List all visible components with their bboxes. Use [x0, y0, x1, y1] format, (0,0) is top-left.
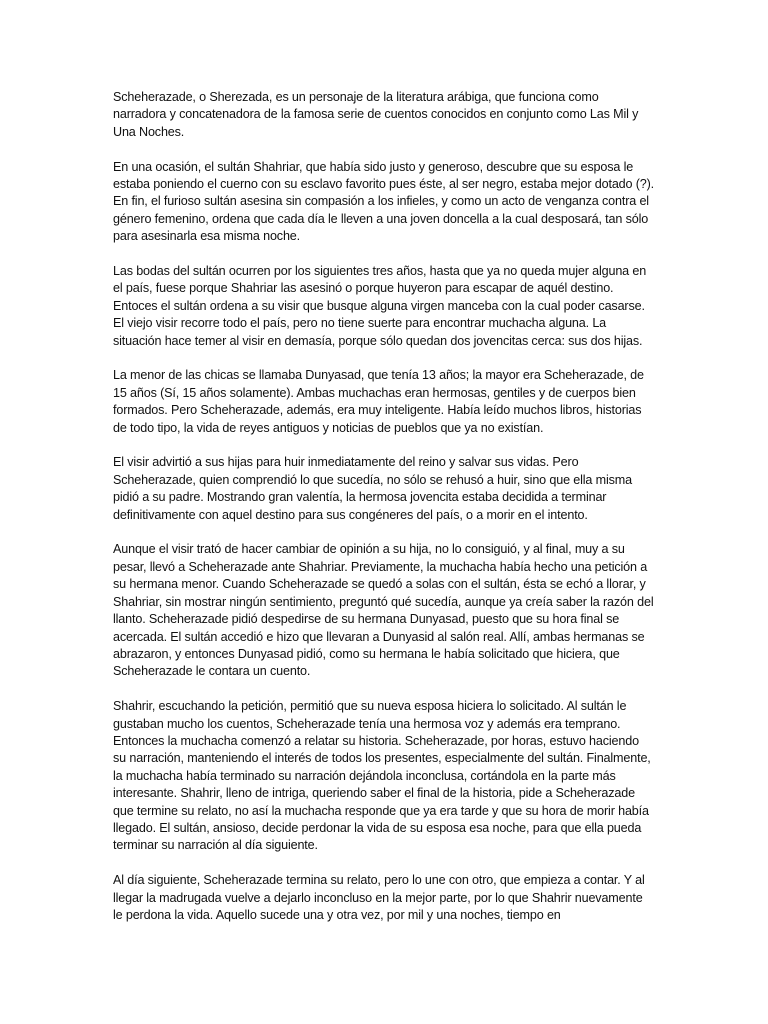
paragraph-4: La menor de las chicas se llamaba Dunyasad, que tenía 13 años; la mayor era Scheherazade, de 15 años (Sí, 15 años solamente). Ambas muchachas eran hermosas, gentiles y de cuerpos bien formados. Pero Scheherazade, además, era muy inteligente. Había leído muchos libros, historias de todo tipo, la vida de reyes antiguos y noticias de pueblos que ya no existían.	[113, 368, 644, 435]
paragraph-7: Shahrir, escuchando la petición, permitió que su nueva esposa hiciera lo solicitado. Al sultán le gustaban mucho los cuentos, Scheherazade tenía una hermosa voz y además era temprano. Entonces la muchacha comenzó a relatar su historia. Scheherazade, por horas, estuvo haciendo su narración, manteniendo el interés de todos los presentes, especialmente del sultán. Finalmente, la muchacha había terminado su narración dejándola inconclusa, cortándola en la parte más interesante. Shahrir, lleno de intriga, queriendo saber el final de la historia, pide a Scheherazade que termine su relato, no así la muchacha responde que ya era tarde y que su hora de morir había llegado. El sultán, ansioso, decide perdonar la vida de su esposa esa noche, para que ella pueda terminar su narración al día siguiente.	[113, 699, 651, 853]
document-body	[113, 89, 655, 942]
paragraph-2: En una ocasión, el sultán Shahriar, que había sido justo y generoso, descubre que su esposa le estaba poniendo el cuerno con su esclavo favorito pues éste, al ser negro, estaba mejor dotado (?). En fin, el furioso sultán asesina sin compasión a los infieles, y como un acto de venganza contra el género femenino, ordena que cada día le lleven a una joven doncella a la cual desposará, tan sólo para asesinarla esa misma noche.	[113, 159, 655, 244]
paragraph-6: Aunque el visir trató de hacer cambiar de opinión a su hija, no lo consiguió, y al final, muy a su pesar, llevó a Scheherazade ante Shahriar. Previamente, la muchacha había hecho una petición a su hermana menor. Cuando Scheherazade se quedó a solas con el sultán, ésta se echó a llorar, y Shahriar, sin mostrar ningún sentimiento, preguntó qué sucedía, aunque ya creía saber la razón del llanto. Scheherazade pidió despedirse de su hermana Dunyasad, puesto que su hora final se acercada. El sultán accedió e hizo que llevaran a Dunyasid al salón real. Allí, ambas hermanas se abrazaron, y entonces Dunyasad pidió, como su hermana le había solicitado que hiciera, que Scheherazade le contara un cuento.	[113, 542, 654, 679]
paragraph-5: El visir advirtió a sus hijas para huir inmediatamente del reino y salvar sus vidas. Pero Scheherazade, quien comprendió lo que sucedía, no sólo se rehusó a huir, sino que ella misma pidió a su padre. Mostrando gran valentía, la hermosa jovencita estaba decidida a terminar definitivamente con aquel destino para sus congéneres del país, o a morir en el intento.	[113, 455, 632, 522]
paragraph-3: Las bodas del sultán ocurren por los siguientes tres años, hasta que ya no queda mujer alguna en el país, fuese porque Shahriar las asesinó o porque huyeron para escapar de aquél destino. Entoces el sultán ordena a su visir que busque alguna virgen manceba con la cual poder casarse. El viejo visir recorre todo el país, pero no tiene suerte para encontrar muchacha alguna. La situación hace temer al visir en demasía, porque sólo quedan dos jovencitas cerca: sus dos hijas.	[113, 264, 647, 348]
paragraph-8: Al día siguiente, Scheherazade termina su relato, pero lo une con otro, que empieza a contar. Y al llegar la madrugada vuelve a dejarlo inconcluso en la mejor parte, por lo que Shahrir nuevamente le perdona la vida. Aquello sucede una y otra vez, por mil y una noches, tiempo en	[113, 873, 645, 922]
paragraph-1: Scheherazade, o Sherezada, es un personaje de la literatura arábiga, que funciona como narradora y concatenadora de la famosa serie de cuentos conocidos en conjunto como Las Mil y Una Noches.	[113, 90, 639, 139]
